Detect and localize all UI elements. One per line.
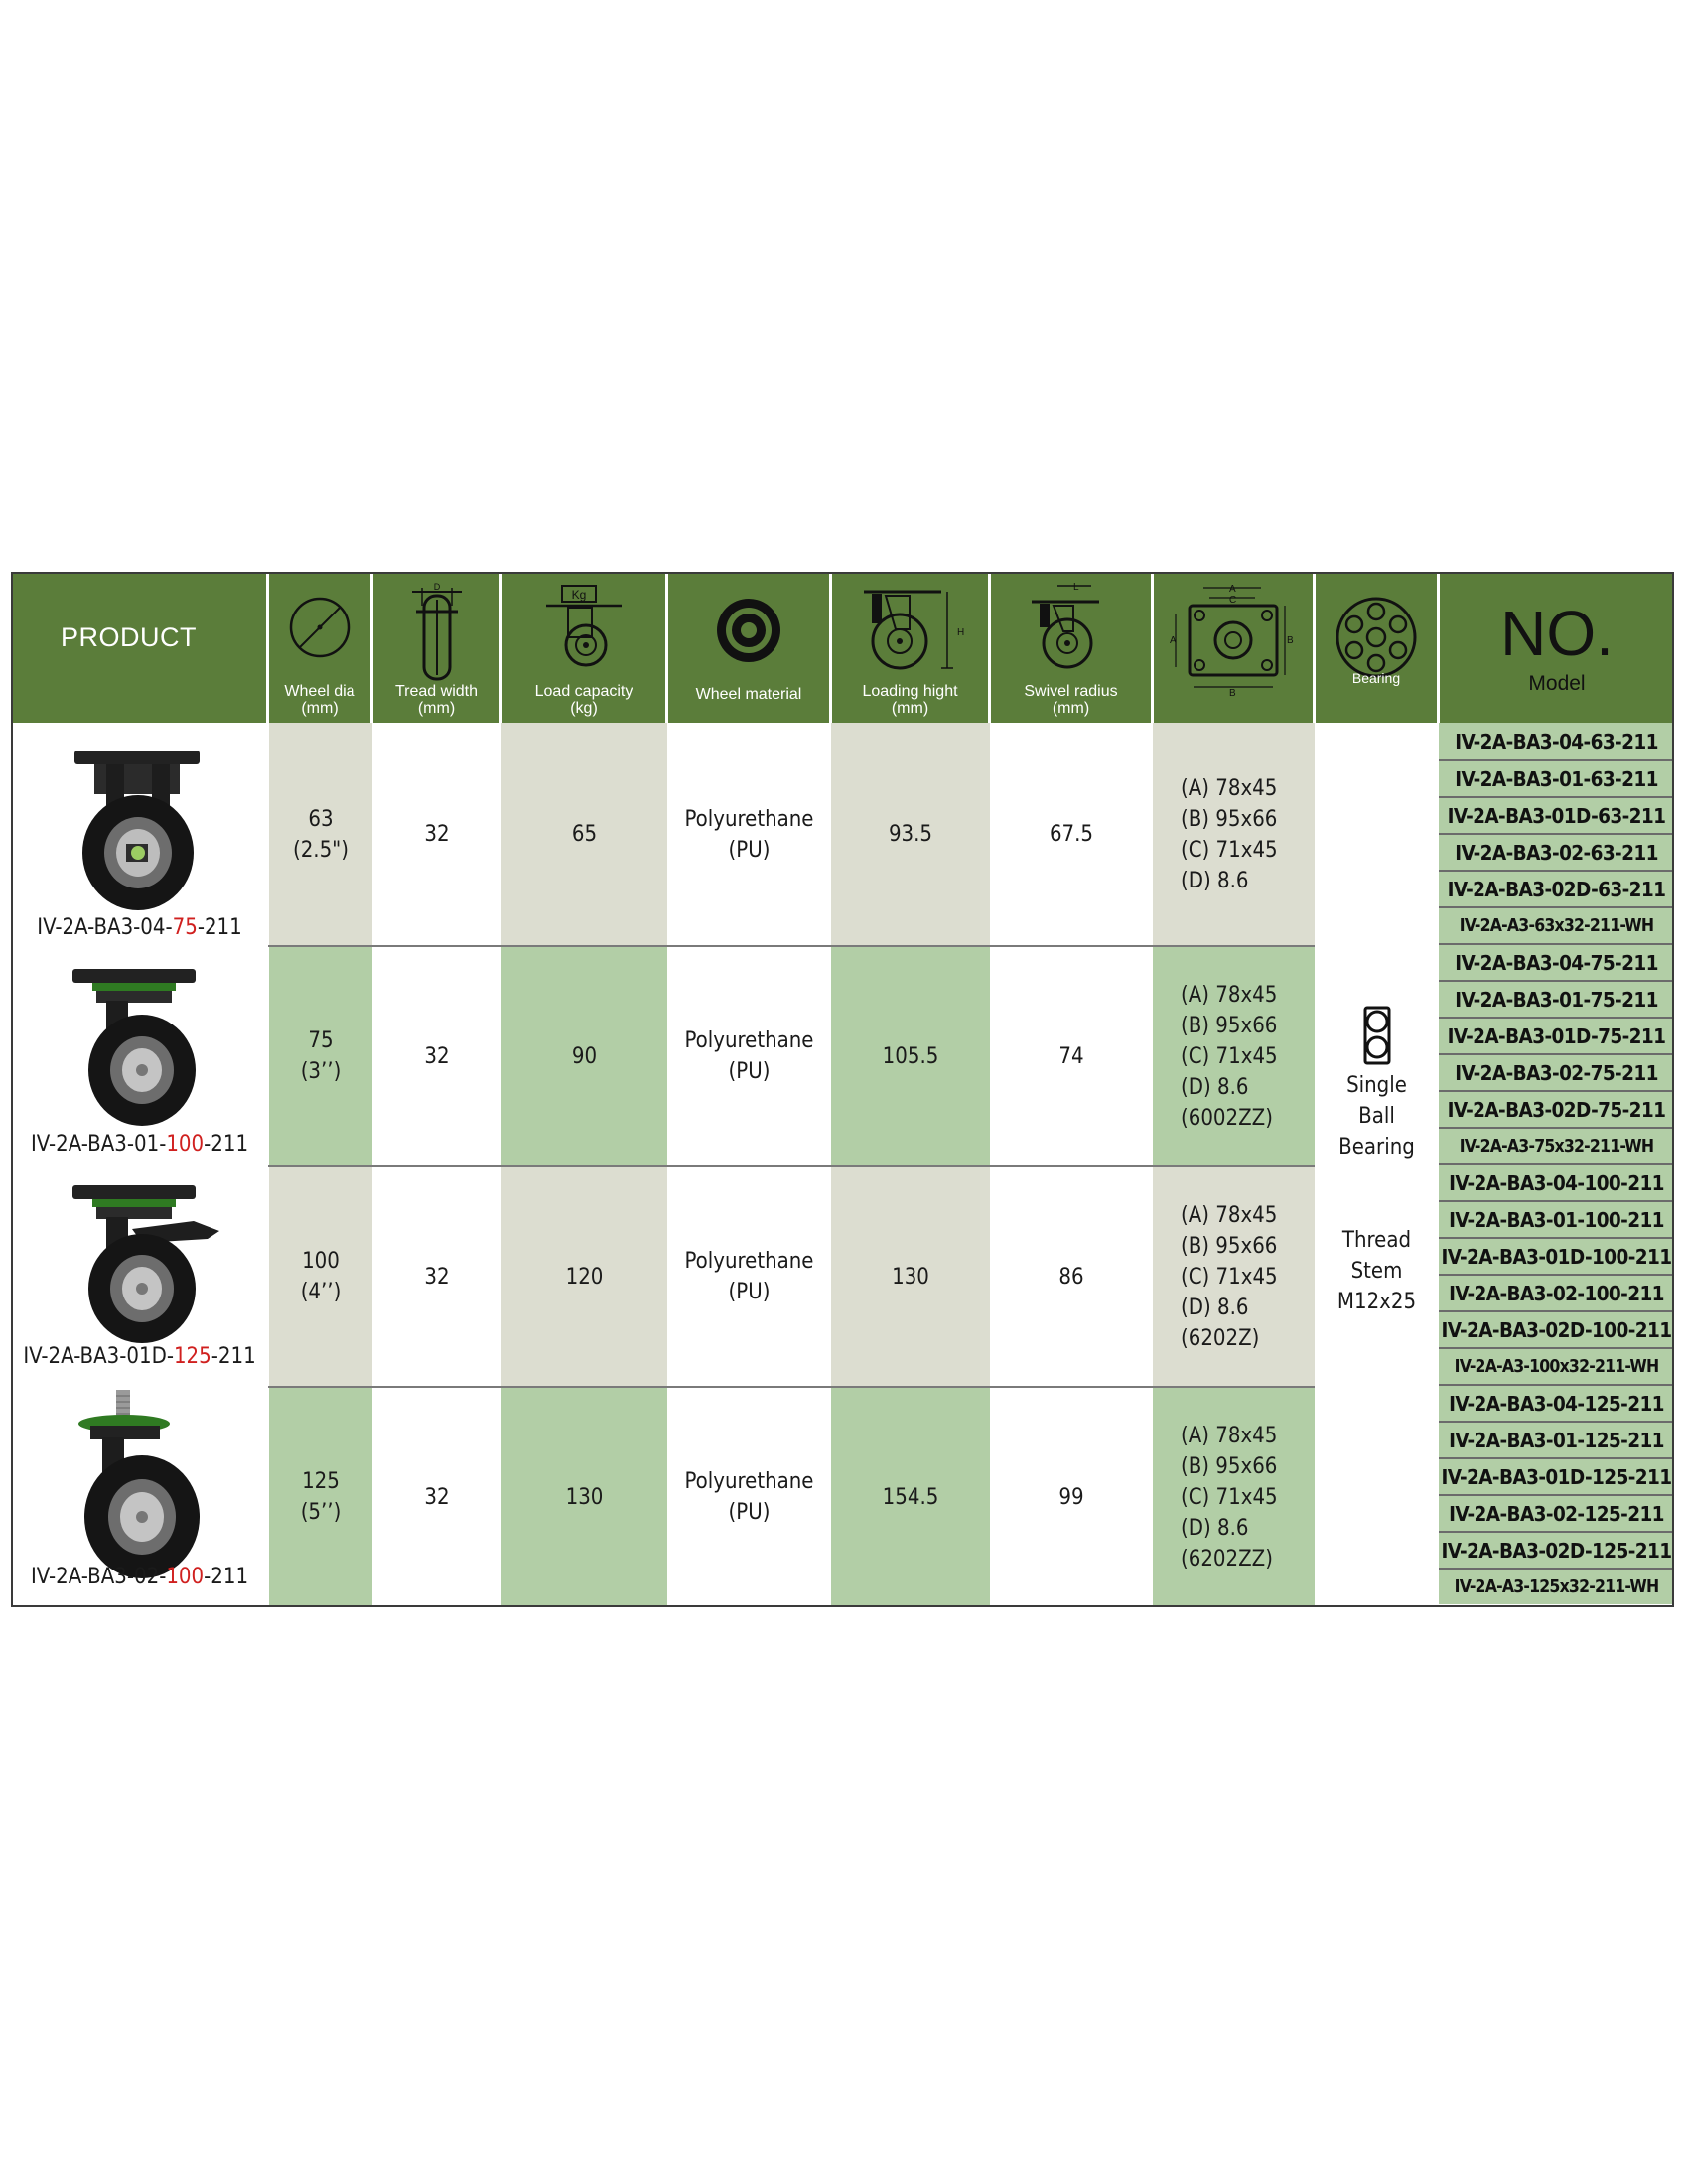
model-number-cell: IV-2A-BA3-02-63-211 [1439,833,1674,870]
svg-text:A: A [1229,584,1236,595]
row1-loading-height: 93.5 [831,723,990,946]
header-swivel-radius: L Swivel radius (mm) [991,574,1151,723]
product-label-3: IV-2A-BA3-01D-125-211 [23,1344,256,1369]
row1-wheel-material: Polyurethane (PU) [667,723,831,946]
svg-text:B: B [1229,688,1236,697]
row3-load-capacity: 120 [501,1166,667,1387]
bearing-column: Single Ball Bearing Thread Stem M12x25 [1315,723,1439,1607]
row2-swivel-radius: 74 [990,946,1153,1166]
svg-text:C: C [1229,595,1237,606]
header-model [1440,574,1674,723]
model-number-cell: IV-2A-BA3-01-125-211 [1439,1421,1674,1457]
product-label-4: IV-2A-BA3-02-100-211 [30,1565,249,1589]
row4-load-capacity: 130 [501,1387,667,1607]
wheel-material-icon [714,596,783,665]
model-number-cell: IV-2A-BA3-01-75-211 [1439,980,1674,1017]
tread-width-icon [402,582,472,681]
swivel-caster-with-brake-image [63,1177,231,1346]
model-number-cell: IV-2A-BA3-01D-63-211 [1439,796,1674,833]
model-number-cell: IV-2A-BA3-02-75-211 [1439,1053,1674,1090]
row2-wheel-dia: 75 (3’’) [269,946,372,1166]
row1-top-plate: (A) 78x45 (B) 95x66 (C) 71x45 (D) 8.6 [1153,723,1315,946]
svg-text:Kg: Kg [571,588,587,602]
model-number-cell: IV-2A-BA3-01-100-211 [1439,1200,1674,1237]
row1-load-capacity: 65 [501,723,667,946]
model-number-cell: IV-2A-BA3-02-125-211 [1439,1494,1674,1531]
row2-load-capacity: 90 [501,946,667,1166]
bearing-icon [1335,596,1418,679]
svg-text:A: A [1170,635,1177,646]
header-loading-height: H Loading hight (mm) [832,574,988,723]
header-wheel-dia: Wheel dia (mm) [269,574,370,723]
model-number-cell: IV-2A-A3-75x32-211-WH [1439,1127,1674,1163]
rigid-caster-image [63,749,211,917]
row4-loading-height: 154.5 [831,1387,990,1607]
row3-tread-width: 32 [372,1166,501,1387]
load-capacity-icon [542,584,626,669]
model-number-cell: IV-2A-BA3-04-100-211 [1439,1163,1674,1200]
header-tread-width: D Tread width (mm) [373,574,499,723]
row3-loading-height: 130 [831,1166,990,1387]
row4-top-plate: (A) 78x45 (B) 95x66 (C) 71x45 (D) 8.6 (6202ZZ) [1153,1387,1315,1607]
single-ball-bearing-icon [1362,1006,1392,1065]
model-number-cell: IV-2A-BA3-04-63-211 [1439,723,1674,759]
model-number-cell: IV-2A-BA3-01D-100-211 [1439,1237,1674,1274]
product-column [13,723,268,1607]
svg-text:B: B [1287,635,1294,646]
wheel-diameter-icon [288,596,352,659]
row1-swivel-radius: 67.5 [990,723,1153,946]
model-number-cell: IV-2A-BA3-01D-125-211 [1439,1457,1674,1494]
model-number-cell: IV-2A-A3-63x32-211-WH [1439,906,1674,943]
product-label-1: IV-2A-BA3-04-75-211 [37,915,242,940]
caster-spec-table [11,572,1674,1607]
row4-wheel-material: Polyurethane (PU) [667,1387,831,1607]
threaded-stem-caster-image [63,1388,221,1586]
model-number-cell: IV-2A-BA3-01D-75-211 [1439,1017,1674,1053]
row2-tread-width: 32 [372,946,501,1166]
svg-text:H: H [956,627,964,638]
model-number-cell: IV-2A-BA3-02D-100-211 [1439,1310,1674,1347]
model-number-cell: IV-2A-BA3-02D-75-211 [1439,1090,1674,1127]
row4-tread-width: 32 [372,1387,501,1607]
model-number-cell: IV-2A-A3-100x32-211-WH [1439,1347,1674,1384]
model-number-cell: IV-2A-A3-125x32-211-WH [1439,1568,1674,1604]
model-number-cell: IV-2A-BA3-04-125-211 [1439,1384,1674,1421]
row4-wheel-dia: 125 (5’’) [269,1387,372,1607]
top-plate-dimensions-icon [1170,582,1297,697]
model-number-cell: IV-2A-BA3-02D-63-211 [1439,870,1674,906]
header-bearing: Bearing [1316,574,1437,723]
row1-wheel-dia: 63 (2.5") [269,723,372,946]
svg-text:D: D [433,582,440,592]
model-heading: Model [1528,672,1586,695]
loading-height-icon [856,580,965,677]
swivel-radius-icon [1024,580,1119,675]
row3-wheel-dia: 100 (4’’) [269,1166,372,1387]
row3-top-plate: (A) 78x45 (B) 95x66 (C) 71x45 (D) 8.6 (6202Z) [1153,1166,1315,1387]
model-number-cell: IV-2A-BA3-01-63-211 [1439,759,1674,796]
row2-loading-height: 105.5 [831,946,990,1166]
row2-wheel-material: Polyurethane (PU) [667,946,831,1166]
no-heading: NO. [1500,598,1614,669]
product-heading: PRODUCT [61,622,197,652]
row4-swivel-radius: 99 [990,1387,1153,1607]
model-number-cell: IV-2A-BA3-02D-125-211 [1439,1531,1674,1568]
model-number-cell: IV-2A-BA3-04-75-211 [1439,943,1674,980]
svg-text:L: L [1072,582,1079,593]
swivel-caster-image [63,961,211,1130]
product-label-2: IV-2A-BA3-01-100-211 [30,1132,249,1157]
row2-top-plate: (A) 78x45 (B) 95x66 (C) 71x45 (D) 8.6 (6002ZZ) [1153,946,1315,1166]
header-wheel-material: Wheel material [668,574,829,723]
model-number-cell: IV-2A-BA3-02-100-211 [1439,1274,1674,1310]
header-product [13,574,266,723]
header-top-plate [1154,574,1313,723]
row3-wheel-material: Polyurethane (PU) [667,1166,831,1387]
row1-tread-width: 32 [372,723,501,946]
row3-swivel-radius: 86 [990,1166,1153,1387]
header-load-capacity: Kg Load capacity (kg) [502,574,665,723]
